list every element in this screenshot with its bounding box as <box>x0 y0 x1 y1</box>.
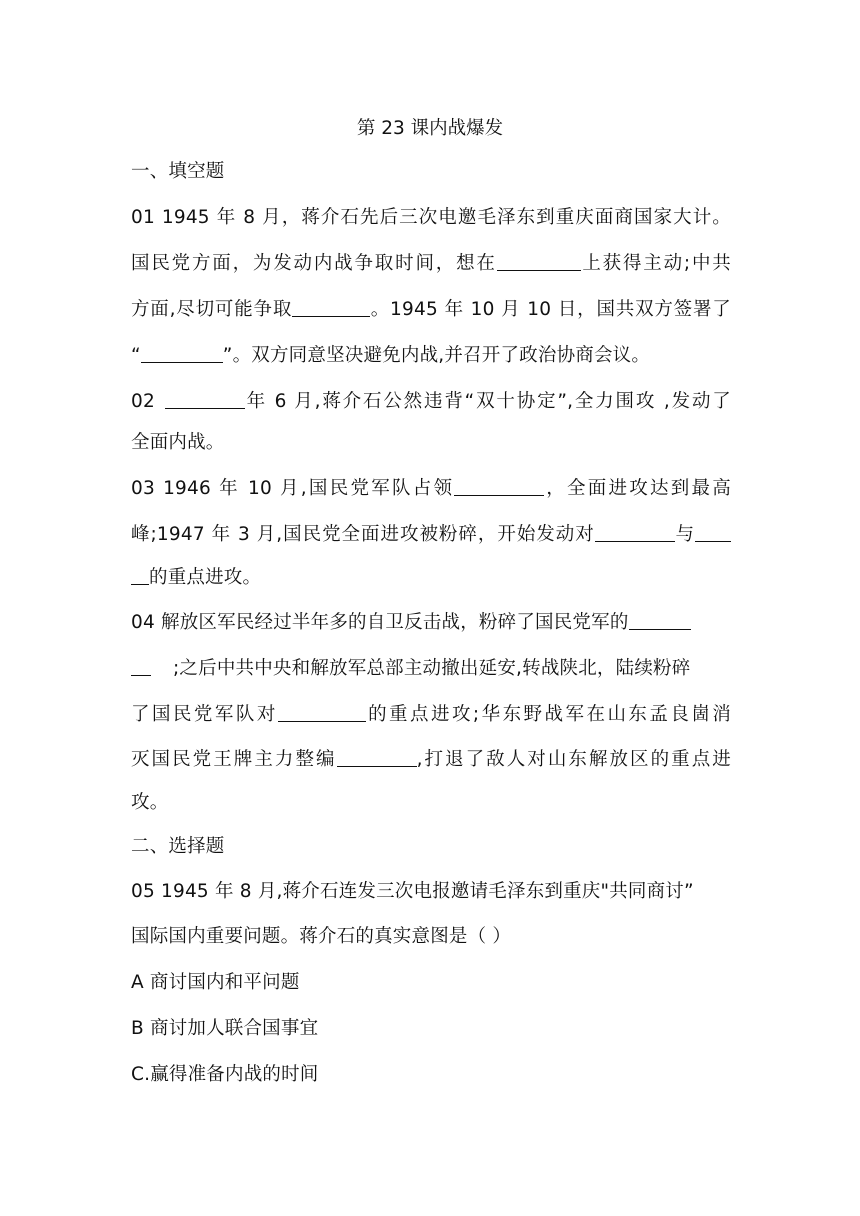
q01-line4-text-b: ”。双方同意坚决避免内战,并召开了政治协商会议。 <box>222 345 651 366</box>
q02-line1 <box>131 387 731 417</box>
q04-line4-text-b: ,打退了敌人对山东解放区的重点进 <box>416 749 731 770</box>
q04-line3 <box>131 700 731 730</box>
q04-line2 <box>131 654 731 684</box>
q03-line3 <box>131 563 731 593</box>
q05-option-a: A 商讨国内和平问题 <box>131 972 300 993</box>
q01-line2 <box>131 249 731 279</box>
q01-line2-text-a: 国民党方面，为发动内战争取时间，想在 <box>131 253 497 274</box>
q01-line3-text-a: 方面,尽切可能争取 <box>131 299 293 320</box>
q04-line1-text-a: 04 解放区军民经过半年多的自卫反击战，粉碎了国民党军的 <box>131 612 629 633</box>
q02-blank-1 <box>165 388 245 409</box>
q04-blank-3 <box>337 746 417 767</box>
lesson-title: 第 23 课内战爆发 <box>356 118 504 139</box>
q01-line2-text-b: 上获得主动;中共 <box>580 253 731 274</box>
q02-line1-text-b: 年 6 月,蒋介石公然违背“双十协定”,全力围攻 ,发动了 <box>244 391 731 412</box>
section-heading-fill-in: 一、填空题 <box>131 161 225 182</box>
q03-line2-text-a: 峰;1947 年 3 月,国民党全面进攻被粉碎，开始发动对 <box>131 524 595 545</box>
q03-blank-1 <box>454 475 544 496</box>
q03-blank-3-continued <box>131 564 149 585</box>
q03-blank-2 <box>595 521 675 542</box>
q05-option-c: C.赢得准备内战的时间 <box>131 1064 319 1085</box>
q01-line1: 01 1945 年 8 月，蒋介石先后三次电邀毛泽东到重庆面商国家大计。 <box>131 207 731 228</box>
q04-line5: 攻。 <box>131 792 169 813</box>
q01-line4-text-a: “ <box>131 345 141 366</box>
q03-line2 <box>131 520 731 550</box>
q03-line1-text-a: 03 1946 年 10 月,国民党军队占领 <box>131 478 455 499</box>
q03-blank-3 <box>695 521 731 542</box>
q03-line1 <box>131 474 731 504</box>
q01-line3-text-b: 。1945 年 10 月 10 日，国共双方签署了 <box>370 299 731 320</box>
q04-line4 <box>131 745 731 775</box>
q04-blank-1-continued <box>131 655 151 676</box>
q03-line1-text-b: ，全面进攻达到最高 <box>544 478 731 499</box>
q01-blank-2 <box>292 296 370 317</box>
q01-line4 <box>131 341 731 371</box>
q01-line3 <box>131 295 731 325</box>
q04-blank-2 <box>278 701 366 722</box>
q04-line2-text: ;之后中共中央和解放军总部主动撤出延安,转战陕北，陆续粉碎 <box>173 658 691 679</box>
q04-line3-text-b: 的重点进攻;华东野战军在山东孟良崮消 <box>365 704 731 725</box>
q05-option-b: B 商讨加人联合国事宜 <box>131 1018 319 1039</box>
q04-line3-text-a: 了国民党军队对 <box>131 704 278 725</box>
q04-line4-text-a: 灭国民党王牌主力整编 <box>131 749 337 770</box>
q05-line2: 国际国内重要问题。蒋介石的真实意图是（ ） <box>131 926 512 947</box>
q03-line3-text: 的重点进攻。 <box>149 567 262 588</box>
q04-blank-1 <box>629 609 691 630</box>
q04-line1 <box>131 608 731 638</box>
q02-line2: 全面内战。 <box>131 432 225 453</box>
q01-blank-1 <box>497 250 581 271</box>
section-heading-multiple-choice: 二、选择题 <box>131 836 225 857</box>
q01-blank-3 <box>141 342 223 363</box>
q03-line2-text-b: 与 <box>674 524 695 545</box>
q02-line1-text-a: 02 <box>131 391 155 412</box>
q05-line1: 05 1945 年 8 月,蒋介石连发三次电报邀请毛泽东到重庆"共同商讨” <box>131 881 694 902</box>
